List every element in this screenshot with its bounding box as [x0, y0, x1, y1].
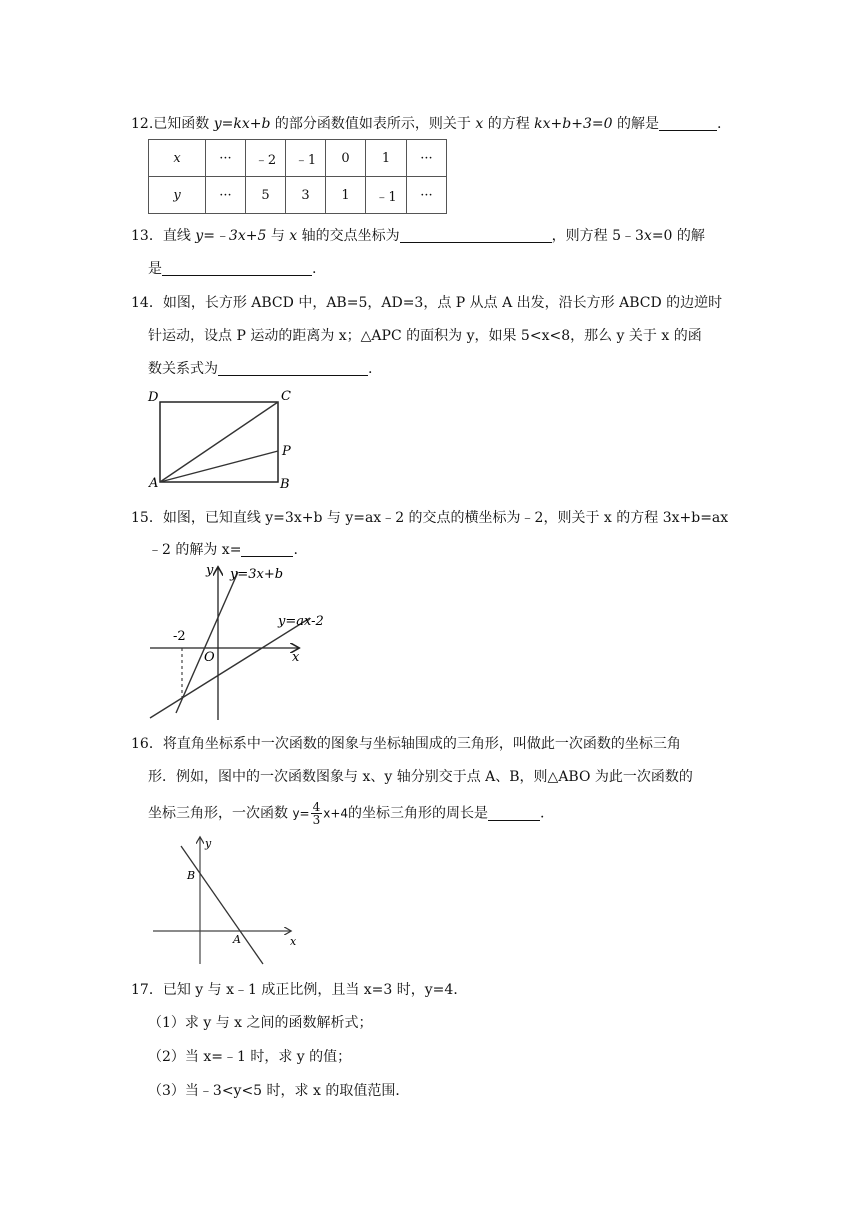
question-16-line-2: 形．例如，图中的一次函数图象与 x、y 轴分别交于点 A、B，则△ABO 为此一次函数的: [148, 769, 693, 785]
table-cell: 3: [286, 177, 326, 214]
answer-blank: [659, 116, 717, 131]
table-cell: ···: [206, 140, 246, 177]
question-15: 15．如图，已知直线 y=3x+b 与 y=ax﹣2 的交点的横坐标为﹣2，则关于 x 的方程 3x+b=ax: [131, 510, 729, 526]
table-cell: y: [149, 177, 206, 214]
vertex-label-d: D: [148, 390, 159, 405]
question-17: 17．已知 y 与 x﹣1 成正比例，且当 x=3 时，y=4．: [131, 982, 468, 998]
table-row: [149, 140, 447, 177]
question-13-line-2: 是 .: [148, 261, 317, 277]
table-cell: 5: [246, 177, 286, 214]
question-13: 13．直线 y=﹣3x+5 与 x 轴的交点坐标为 ，则方程 5﹣3x=0 的解: [131, 228, 705, 244]
answer-blank: [241, 542, 293, 557]
answer-blank: [400, 228, 552, 243]
function-line: [181, 846, 263, 964]
question-number: 14．: [131, 295, 163, 311]
equation: kx+b+3=0: [534, 116, 613, 132]
question-14-line-3: 数关系式为 .: [148, 361, 373, 377]
table-cell: ﹣2: [246, 140, 286, 177]
question-number: 17．: [131, 982, 163, 998]
table-cell: x: [149, 140, 206, 177]
point-label-b: B: [187, 869, 196, 882]
line-label-ax-minus-2: y=ax-2: [278, 614, 324, 629]
vertex-label-a: A: [149, 476, 159, 491]
answer-blank: [162, 261, 312, 276]
question-number: 12.: [131, 116, 154, 132]
question-number: 13．: [131, 228, 163, 244]
table-cell: ﹣1: [286, 140, 326, 177]
fraction-four-thirds: $\frac{4}{3}$: [312, 800, 321, 827]
question-16: 16．将直角坐标系中一次函数的图象与坐标轴围成的三角形，叫做此一次函数的坐标三角: [131, 736, 681, 752]
question-number: 15．: [131, 510, 163, 526]
function-value-table: [148, 139, 447, 214]
table-cell: ···: [407, 177, 447, 214]
function-expression: y=kx+b: [213, 116, 271, 132]
question-14: 14．如图，长方形 ABCD 中，AB=5，AD=3，点 P 从点 A 出发，沿长方形 ABCD 的边逆时: [131, 295, 723, 311]
question-15-line-2: ﹣2 的解为 x= .: [148, 542, 298, 558]
question-number: 16．: [131, 736, 163, 752]
point-label-p: P: [282, 444, 291, 459]
x-axis-label: x: [290, 935, 297, 948]
question-17-part-3: （3）当﹣3<y<5 时，求 x 的取值范围．: [148, 1083, 410, 1099]
y-axis-label: y: [205, 837, 212, 850]
table-cell: 0: [326, 140, 366, 177]
line-label-3x-plus-b: y=3x+b: [230, 567, 284, 582]
question-17-part-2: （2）当 x=﹣1 时，求 y 的值；: [148, 1049, 352, 1065]
vertex-label-c: C: [281, 389, 291, 404]
coordinate-triangle-graph: [145, 830, 315, 970]
question-16-line-3: 坐标三角形，一次函数 y= $\frac{4}{3}$ x+4的坐标三角形的周长是 .: [148, 800, 545, 827]
question-12: 12.已知函数 y=kx+b 的部分函数值如表所示，则关于 x 的方程 kx+b+3=0 的解是 .: [131, 116, 722, 132]
origin-label: O: [204, 650, 215, 665]
answer-blank: [488, 806, 540, 821]
vertex-label-b: B: [280, 477, 290, 492]
table-cell: 1: [366, 140, 407, 177]
y-axis-label: y: [206, 563, 214, 578]
point-label-a: A: [233, 933, 241, 946]
answer-blank: [218, 361, 368, 376]
intersection-graph: [140, 560, 340, 722]
table-cell: ···: [407, 140, 447, 177]
rectangle-figure: [140, 385, 300, 493]
table-cell: 1: [326, 177, 366, 214]
table-cell: ···: [206, 177, 246, 214]
tick-label-neg-2: -2: [173, 629, 186, 644]
table-cell: ﹣1: [366, 177, 407, 214]
table-row: [149, 177, 447, 214]
x-axis-label: x: [292, 650, 300, 665]
question-17-part-1: （1）求 y 与 x 之间的函数解析式；: [148, 1015, 373, 1031]
question-14-line-2: 针运动，设点 P 运动的距离为 x；△APC 的面积为 y，如果 5<x<8，那么 y 关于 x 的函: [148, 328, 702, 344]
